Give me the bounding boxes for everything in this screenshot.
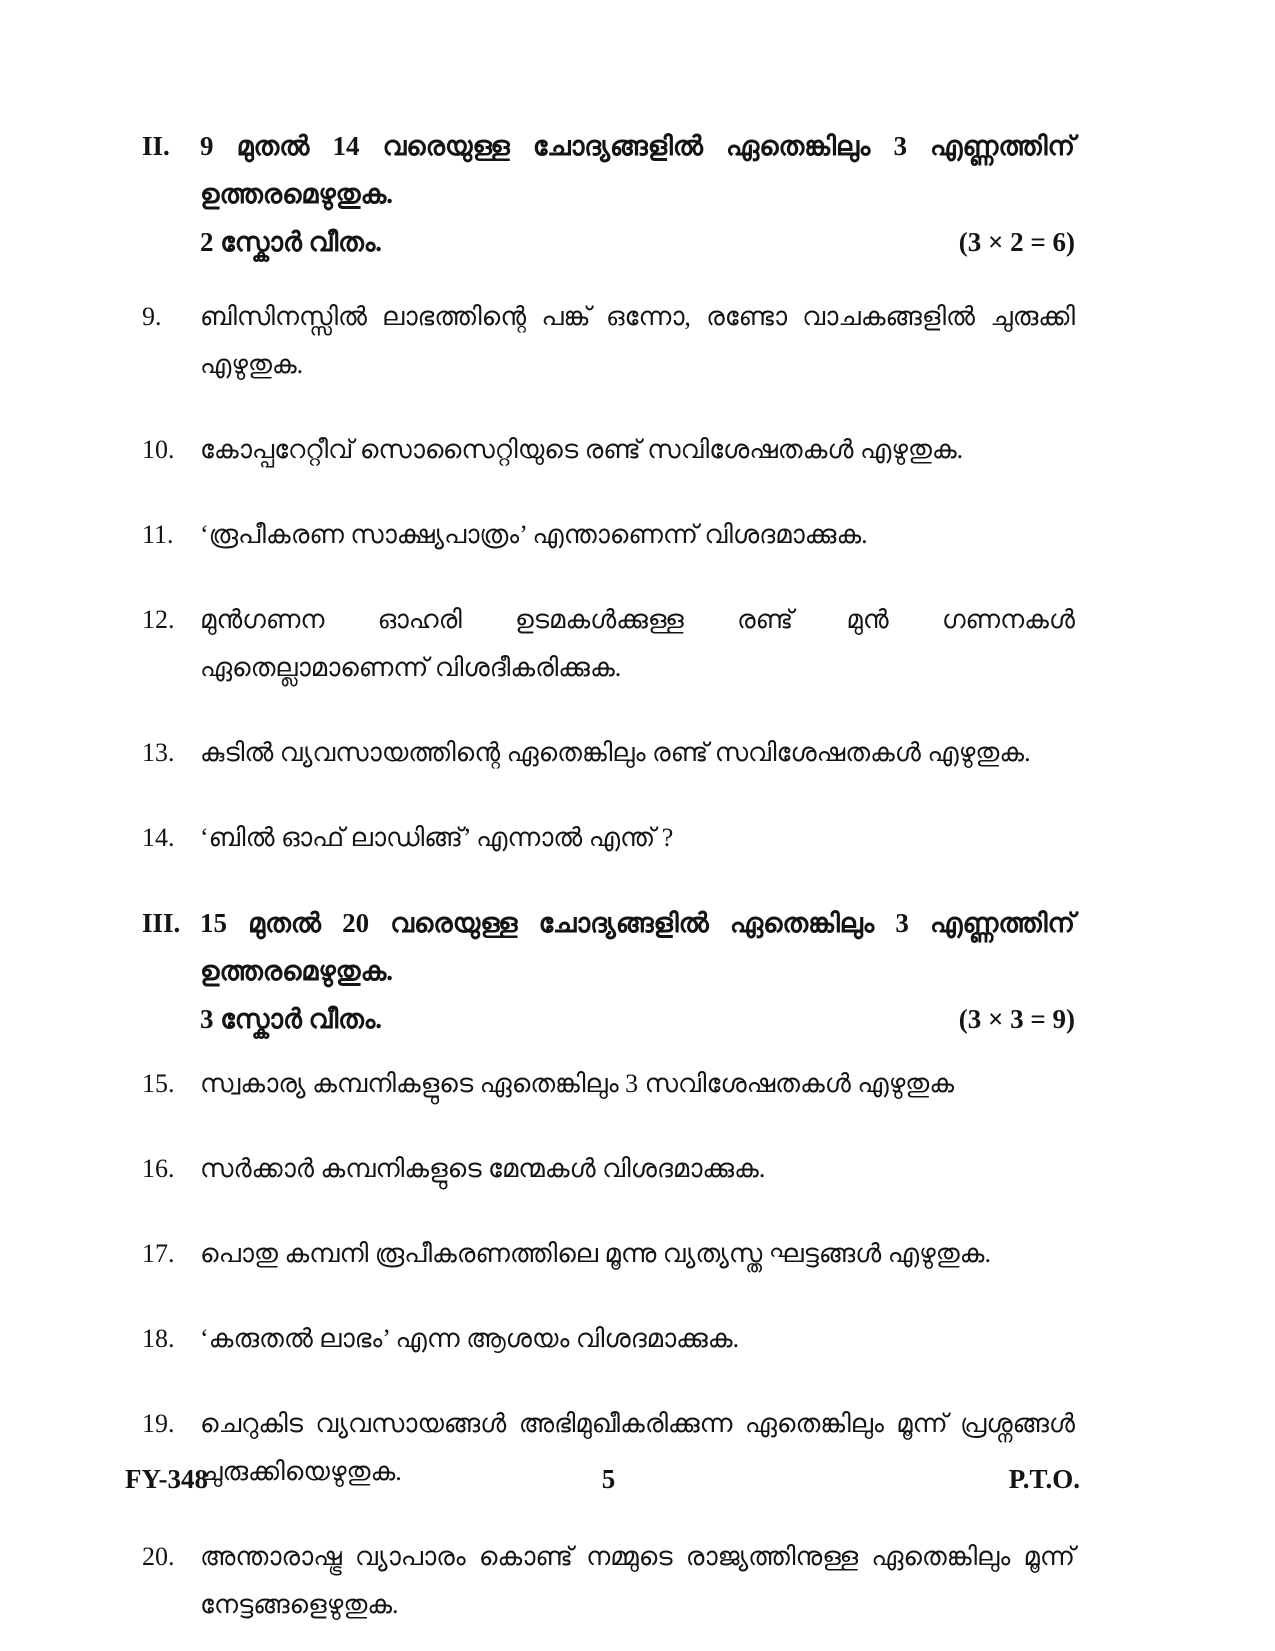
question-text: പൊതു കമ്പനി രൂപീകരണത്തിലെ മൂന്നു വ്യത്യസ്ത ഘട്ടങ്ങൾ എഴുതുക.: [200, 1239, 991, 1268]
section-3-heading: [142, 899, 1075, 1043]
question-10: [142, 426, 1075, 474]
question-number: 19.: [142, 1409, 175, 1438]
question-number: 10.: [142, 435, 175, 464]
question-text: മുൻഗണന ഓഹരി ഉടമകൾക്കുള്ള രണ്ട് മുൻ ഗണനകൾ ഏതെല്ലാമാണെന്ന് വിശദീകരിക്കുക.: [200, 605, 1075, 682]
question-18: [142, 1315, 1075, 1363]
question-17: [142, 1230, 1075, 1278]
question-13: [142, 729, 1075, 777]
question-text: സർക്കാർ കമ്പനികളുടെ മേന്മകൾ വിശദമാക്കുക.: [200, 1154, 766, 1183]
section-score-note: 2 സ്കോർ വീതം.: [200, 227, 383, 257]
page-number: 5: [601, 1464, 616, 1494]
pto-label: P.T.O.: [1008, 1464, 1080, 1494]
question-number: 20.: [142, 1542, 175, 1571]
section-marks: (3 × 2 = 6): [958, 227, 1075, 257]
question-number: 14.: [142, 823, 175, 852]
question-number: 15.: [142, 1069, 175, 1098]
question-9: [142, 293, 1075, 389]
paper-code: FY-348: [125, 1464, 209, 1494]
question-11: [142, 511, 1075, 559]
section-instruction: 15 മുതൽ 20 വരെയുള്ള ചോദ്യങ്ങളിൽ ഏതെങ്കിലും 3 എണ്ണത്തിന് ഉത്തരമെഴുതുക.: [200, 908, 1075, 986]
section-score-note: 3 സ്കോർ വീതം.: [200, 1004, 383, 1034]
question-text: കുടിൽ വ്യവസായത്തിന്റെ ഏതെങ്കിലും രണ്ട് സവിശേഷതകൾ എഴുതുക.: [200, 738, 1031, 767]
section-numeral: II.: [142, 131, 170, 161]
question-number: 18.: [142, 1324, 175, 1353]
section-2: [142, 122, 1075, 862]
question-number: 13.: [142, 738, 175, 767]
question-12: [142, 596, 1075, 692]
question-text: ‘കരുതൽ ലാഭം’ എന്ന ആശയം വിശദമാക്കുക.: [200, 1324, 740, 1353]
question-number: 9.: [142, 302, 162, 331]
page-footer: [125, 1462, 1080, 1496]
question-text: സ്വകാര്യ കമ്പനികളുടെ ഏതെങ്കിലും 3 സവിശേഷതകൾ എഴുതുക: [200, 1069, 955, 1098]
question-number: 12.: [142, 605, 175, 634]
question-text: ‘ബിൽ ഓഫ് ലാഡിങ്ങ്’ എന്നാൽ എന്ത് ?: [200, 823, 674, 852]
section-3: [142, 899, 1075, 1629]
question-text: ബിസിനസ്സിൽ ലാഭത്തിന്റെ പങ്ക് ഒന്നോ, രണ്ടോ വാചകങ്ങളിൽ ചുരുക്കി എഴുതുക.: [200, 302, 1075, 379]
question-15: [142, 1060, 1075, 1108]
section-numeral: III.: [142, 908, 181, 938]
question-number: 11.: [142, 520, 174, 549]
question-text: ചെറുകിട വ്യവസായങ്ങൾ അഭിമുഖീകരിക്കുന്ന ഏതെങ്കിലും മൂന്ന് പ്രശ്നങ്ങൾ ചുരുക്കിയെഴുതുക.: [200, 1409, 1075, 1486]
question-text: ‘രൂപീകരണ സാക്ഷ്യപാത്രം’ എന്താണെന്ന് വിശദമാക്കുക.: [200, 520, 868, 549]
question-number: 16.: [142, 1154, 175, 1183]
question-text: കോപ്പറേറ്റീവ് സൊസൈറ്റിയുടെ രണ്ട് സവിശേഷതകൾ എഴുതുക.: [200, 435, 964, 464]
question-text: അന്താരാഷ്ട്ര വ്യാപാരം കൊണ്ട് നമ്മുടെ രാജ്യത്തിനുള്ള ഏതെങ്കിലും മൂന്ന് നേട്ടങ്ങളെഴുതുക.: [200, 1542, 1075, 1619]
section-marks: (3 × 3 = 9): [958, 1004, 1075, 1034]
section-2-heading: [142, 122, 1075, 266]
question-number: 17.: [142, 1239, 175, 1268]
section-instruction: 9 മുതൽ 14 വരെയുള്ള ചോദ്യങ്ങളിൽ ഏതെങ്കിലും 3 എണ്ണത്തിന് ഉത്തരമെഴുതുക.: [200, 131, 1075, 209]
question-14: [142, 814, 1075, 862]
question-16: [142, 1145, 1075, 1193]
question-20: [142, 1533, 1075, 1629]
